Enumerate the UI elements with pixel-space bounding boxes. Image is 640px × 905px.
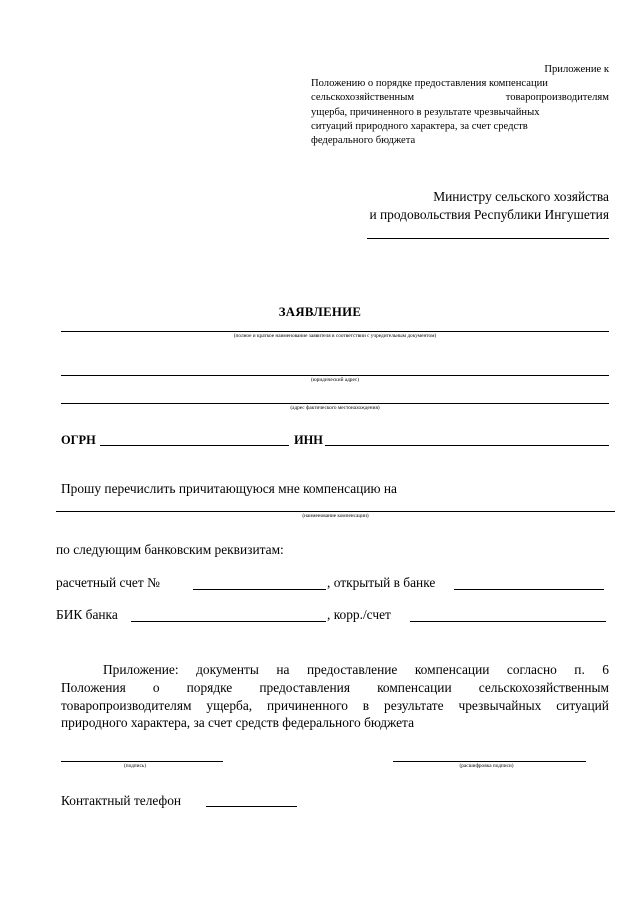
- bank-intro: по следующим банковским реквизитам:: [56, 542, 284, 557]
- word: в: [362, 697, 370, 713]
- word: п.: [574, 662, 585, 677]
- attachment-row-4: природного характера, за счет средств федерального бюджета: [61, 715, 415, 731]
- bik-field[interactable]: [131, 621, 326, 622]
- ogrn-field[interactable]: [100, 445, 289, 446]
- word: Приложение:: [103, 662, 179, 677]
- word: предоставление: [306, 662, 398, 677]
- inn-field[interactable]: [325, 445, 609, 446]
- applicant-name-line[interactable]: [61, 331, 609, 332]
- appendix-line-1: Приложение к: [544, 64, 609, 75]
- appendix-note: [311, 63, 609, 148]
- legal-address-caption: (юридический адрес): [310, 377, 360, 383]
- addressee: [320, 188, 609, 224]
- word: ущерба,: [206, 697, 253, 713]
- contact-phone-field[interactable]: [206, 806, 297, 807]
- word: Положения: [61, 679, 126, 695]
- word: чрезвычайных: [458, 697, 542, 713]
- appendix-line-6: федерального бюджета: [311, 135, 416, 147]
- addressee-blank-line[interactable]: [367, 238, 609, 239]
- bik-label: БИК банка: [56, 607, 118, 622]
- word: ситуаций: [556, 697, 609, 713]
- compensation-name-line[interactable]: [56, 511, 615, 512]
- request-text: Прошу перечислить причитающуюся мне компенсацию на: [61, 481, 397, 496]
- word: о: [152, 679, 160, 695]
- word: результате: [384, 697, 444, 713]
- appendix-line-3: [311, 91, 609, 105]
- actual-address-caption: (адрес фактического местонахождения): [290, 405, 380, 411]
- appendix-line-2: Положению о порядке предоставления компенсации: [311, 78, 548, 90]
- addressee-line-1: Министру сельского хозяйства: [433, 189, 609, 204]
- actual-address-line[interactable]: [61, 403, 609, 404]
- corr-account-label: , корр./счет: [327, 607, 391, 622]
- appendix-line-4: ущерба, причиненного в результате чрезвычайных: [311, 106, 540, 118]
- inn-label: ИНН: [294, 433, 323, 447]
- attachment-row-2: [61, 679, 609, 697]
- word: компенсации: [377, 679, 452, 695]
- addressee-line-2: и продовольствия Республики Ингушетия: [369, 207, 609, 222]
- word: предоставления: [259, 679, 350, 695]
- word: на: [276, 662, 290, 677]
- signature-line[interactable]: [61, 761, 223, 762]
- bank-name-field[interactable]: [454, 589, 604, 590]
- ogrn-label: ОГРН: [61, 433, 96, 447]
- word: компенсации: [414, 662, 490, 677]
- word: документы: [196, 662, 259, 677]
- attachment-row-1: [61, 661, 609, 679]
- signature-caption: (подпись): [124, 763, 146, 769]
- attachment-paragraph: [61, 661, 609, 732]
- contact-phone-label: Контактный телефон: [61, 793, 182, 808]
- word: сельскохозяйственным: [478, 679, 609, 695]
- word: товаропроизводителям: [61, 697, 192, 713]
- account-field[interactable]: [193, 589, 326, 590]
- applicant-name-caption: (полное и краткое наименование заявителя в соответствии с учредительным документом): [233, 333, 437, 339]
- attachment-row-3: [61, 697, 609, 715]
- word: порядке: [186, 679, 233, 695]
- account-label: расчетный счет №: [56, 575, 160, 590]
- signature-decode-caption: (расшифровка подписи): [459, 763, 514, 769]
- appendix-line-3-right: товаропроизводителям: [505, 92, 609, 104]
- document-title: ЗАЯВЛЕНИЕ: [278, 305, 362, 319]
- appendix-line-3-left: сельскохозяйственным: [311, 92, 415, 104]
- word: причиненного: [267, 697, 348, 713]
- legal-address-line[interactable]: [61, 375, 609, 376]
- word: 6: [602, 662, 609, 677]
- opened-in-bank-label: , открытый в банке: [327, 575, 436, 590]
- appendix-line-5: ситуаций природного характера, за счет средств: [311, 120, 528, 132]
- signature-decode-line[interactable]: [393, 761, 586, 762]
- word: согласно: [506, 662, 557, 677]
- compensation-name-caption: (наименование компенсации): [302, 513, 369, 519]
- corr-account-field[interactable]: [410, 621, 606, 622]
